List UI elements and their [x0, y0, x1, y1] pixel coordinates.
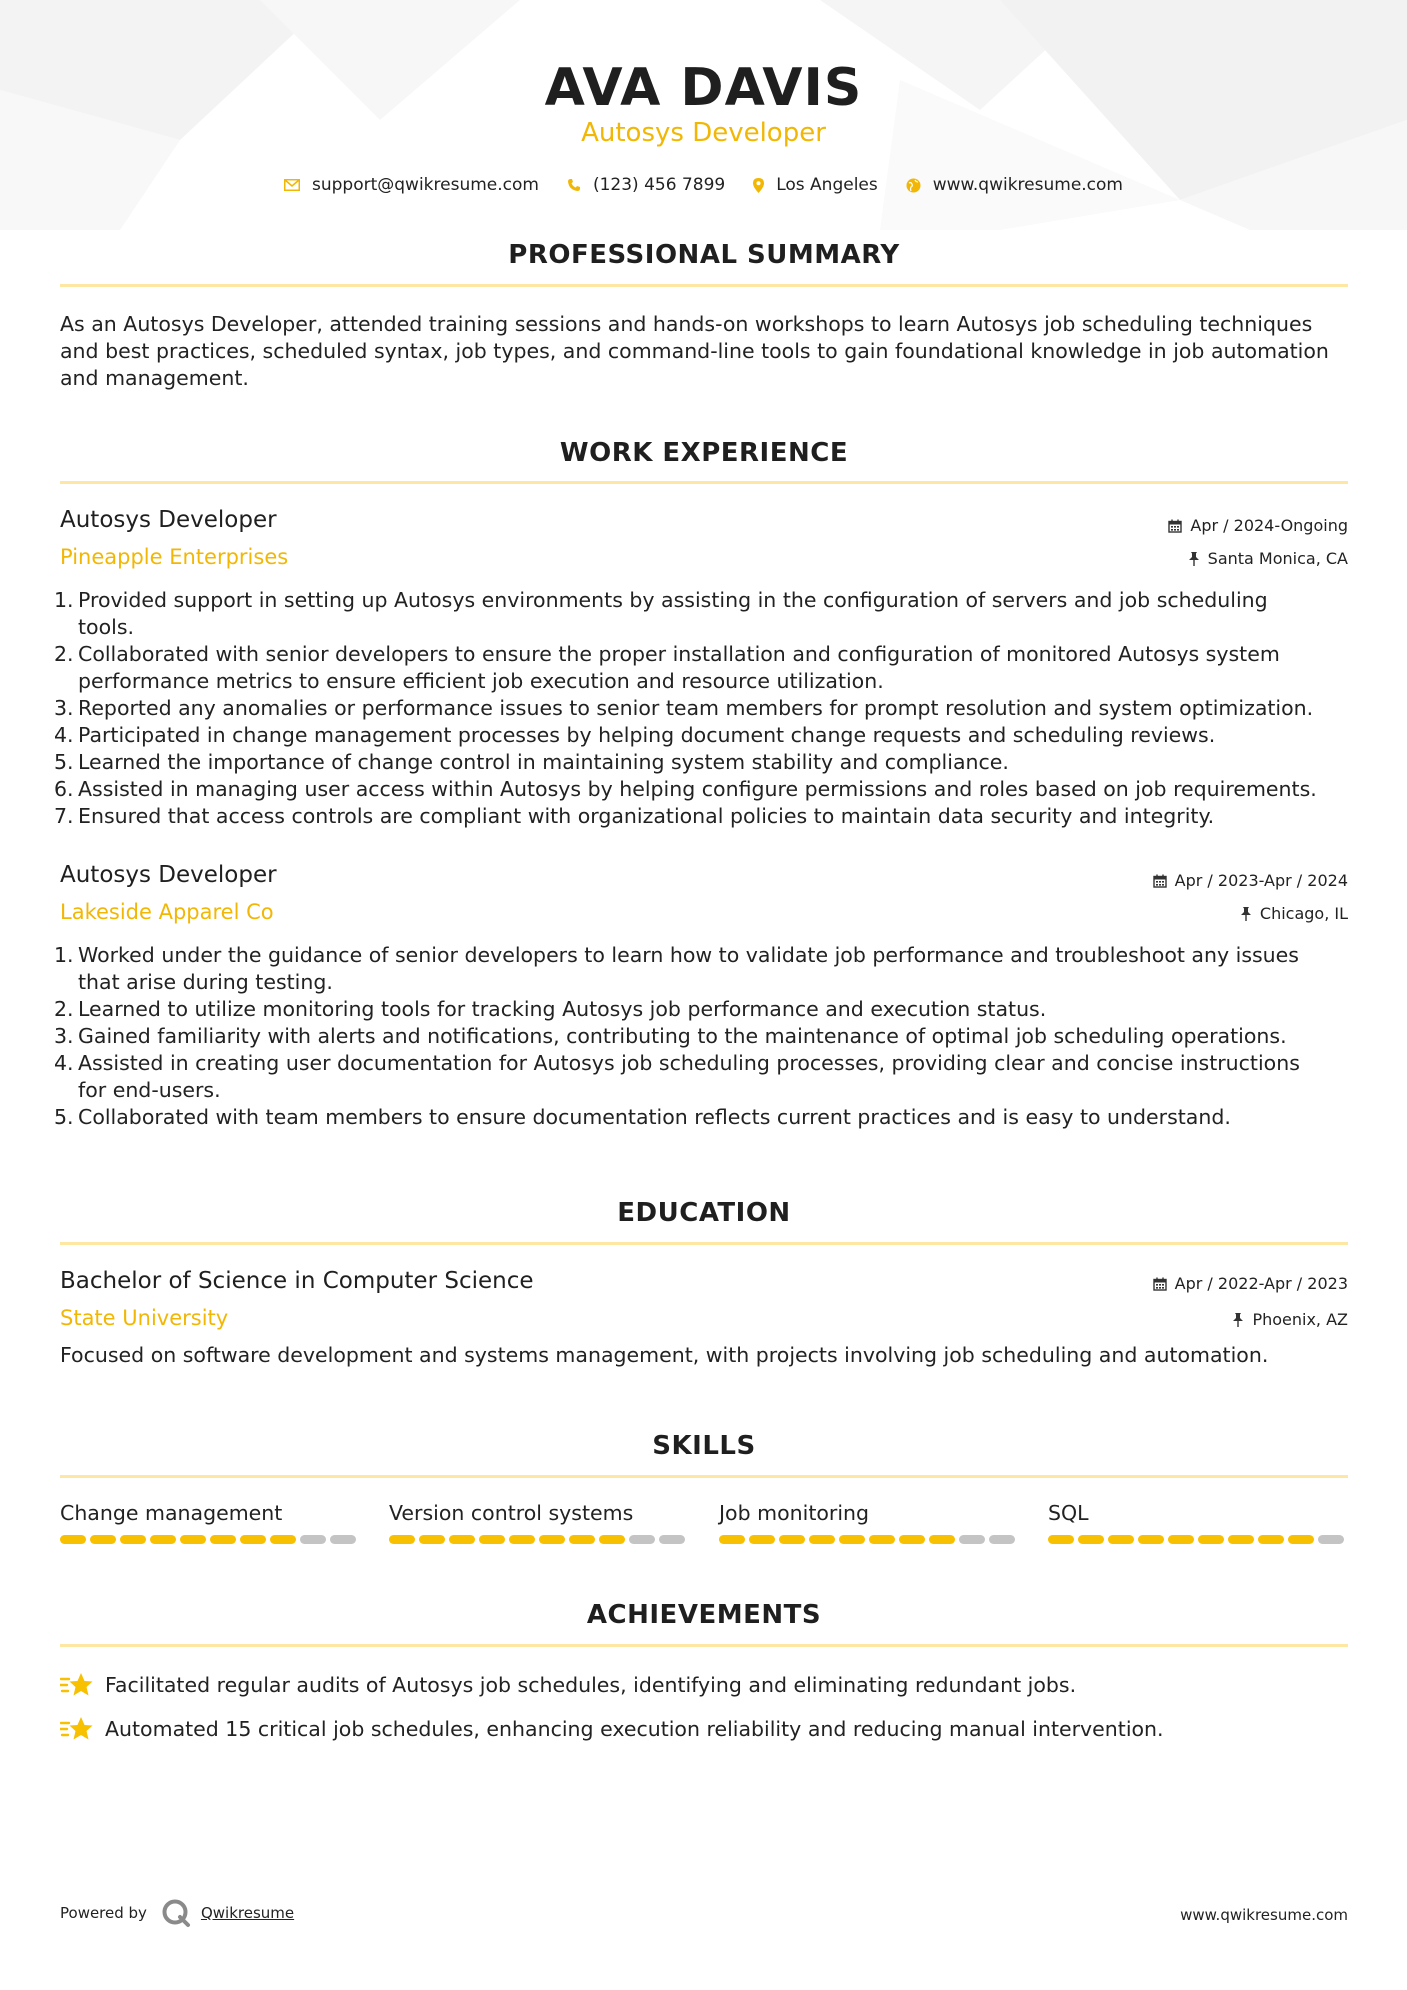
section-divider: [60, 1242, 1348, 1245]
skill-dot-filled: [389, 1535, 415, 1544]
list-item: 2. Learned to utilize monitoring tools for tracking Autosys job performance and execution status.: [54, 997, 1047, 1021]
skill-dot-empty: [300, 1535, 326, 1544]
job-title: Autosys Developer: [60, 507, 277, 533]
skill-dot-filled: [240, 1535, 266, 1544]
section-divider: [60, 284, 1348, 287]
skill-dot-filled: [1108, 1535, 1134, 1544]
contact-email[interactable]: [284, 175, 539, 195]
pushpin-icon: [1188, 552, 1200, 566]
skill-item: [719, 1501, 1021, 1544]
skill-level-bar: [60, 1535, 362, 1544]
footer-website[interactable]: www.qwikresume.com: [1180, 1906, 1348, 1924]
calendar-icon: [1153, 1277, 1167, 1291]
pushpin-icon: [1240, 907, 1252, 921]
skill-dot-empty: [959, 1535, 985, 1544]
skill-dot-filled: [449, 1535, 475, 1544]
skill-dot-filled: [869, 1535, 895, 1544]
job-dates: [1168, 516, 1348, 535]
skill-dot-filled: [539, 1535, 565, 1544]
globe-icon: [906, 178, 921, 193]
envelope-icon: [284, 179, 300, 191]
job-responsibilities: [54, 942, 1350, 1131]
school-name: State University: [60, 1306, 229, 1330]
skill-dot-filled: [270, 1535, 296, 1544]
contact-bar: [0, 172, 1407, 198]
job-location: [1240, 904, 1348, 923]
skills-heading: SKILLS: [652, 1431, 756, 1461]
experience-heading: WORK EXPERIENCE: [559, 438, 849, 468]
skill-dot-filled: [1258, 1535, 1284, 1544]
achievement-item: [60, 1715, 1164, 1743]
skill-dot-filled: [1228, 1535, 1254, 1544]
job-location-text: Chicago, IL: [1259, 904, 1348, 923]
skill-dot-filled: [1198, 1535, 1224, 1544]
achievement-item: [60, 1671, 1076, 1699]
contact-location: [753, 175, 878, 195]
skill-name: Version control systems: [389, 1501, 634, 1525]
skill-dot-filled: [569, 1535, 595, 1544]
job-responsibilities: [54, 587, 1350, 830]
skill-item: [1048, 1501, 1350, 1544]
skill-dot-filled: [210, 1535, 236, 1544]
section-divider: [60, 1644, 1348, 1647]
list-item: 4. Assisted in creating user documentation for Autosys job scheduling processes, providing clear and concise instructions for end-users.: [54, 1051, 1300, 1102]
section-divider: [60, 1475, 1348, 1478]
map-pin-icon: [753, 178, 764, 193]
company-name: Pineapple Enterprises: [60, 545, 289, 569]
skill-name: Change management: [60, 1501, 283, 1525]
list-item: 3. Reported any anomalies or performance issues to senior team members for prompt resolution and system optimization.: [54, 696, 1314, 720]
skill-dot-filled: [150, 1535, 176, 1544]
footer-powered-by: [60, 1898, 294, 1928]
contact-phone[interactable]: [567, 175, 725, 195]
education-location: [1232, 1310, 1348, 1329]
skill-dot-filled: [1168, 1535, 1194, 1544]
education-dates-text: Apr / 2022-Apr / 2023: [1174, 1274, 1348, 1293]
skill-level-bar: [1048, 1535, 1350, 1544]
star-icon: [60, 1671, 93, 1699]
skill-level-bar: [719, 1535, 1021, 1544]
skill-dot-filled: [599, 1535, 625, 1544]
degree-title: Bachelor of Science in Computer Science: [60, 1268, 534, 1294]
list-item: 6. Assisted in managing user access within Autosys by helping configure permissions and roles based on job requirements.: [54, 777, 1317, 801]
skill-dot-filled: [90, 1535, 116, 1544]
summary-heading: PROFESSIONAL SUMMARY: [508, 240, 900, 270]
skill-dot-filled: [419, 1535, 445, 1544]
education-description: Focused on software development and systems management, with projects involving job scheduling and automation.: [60, 1343, 1269, 1367]
job-location: [1188, 549, 1348, 568]
contact-website[interactable]: [906, 175, 1123, 195]
list-item: 7. Ensured that access controls are compliant with organizational policies to maintain data security and integrity.: [54, 804, 1215, 828]
skill-dot-filled: [779, 1535, 805, 1544]
powered-by-text: Powered by: [60, 1904, 147, 1922]
list-item: 5. Collaborated with team members to ensure documentation reflects current practices and is easy to understand.: [54, 1105, 1231, 1129]
skill-dot-filled: [809, 1535, 835, 1544]
list-item: 2. Collaborated with senior developers to ensure the proper installation and configuration of monitored Autosys system performance metrics to ensure efficient job execution and resource utilization.: [54, 642, 1280, 693]
calendar-icon: [1168, 519, 1182, 533]
contact-phone-text: (123) 456 7899: [592, 175, 726, 195]
list-item: 1. Worked under the guidance of senior developers to learn how to validate job performance and troubleshoot any issues that arise during testing.: [54, 943, 1299, 994]
skill-dot-filled: [509, 1535, 535, 1544]
skill-dot-filled: [719, 1535, 745, 1544]
candidate-title: Autosys Developer: [581, 118, 826, 148]
star-icon: [60, 1715, 93, 1743]
education-heading: EDUCATION: [617, 1198, 791, 1228]
calendar-icon: [1153, 874, 1167, 888]
list-item: 5. Learned the importance of change control in maintaining system stability and compliance.: [54, 750, 1009, 774]
skill-item: [389, 1501, 691, 1544]
skill-dot-filled: [1048, 1535, 1074, 1544]
skill-dot-empty: [629, 1535, 655, 1544]
job-dates-text: Apr / 2024-Ongoing: [1190, 516, 1348, 535]
list-item: 3. Gained familiarity with alerts and notifications, contributing to the maintenance of optimal job scheduling operations.: [54, 1024, 1287, 1048]
skill-dot-filled: [479, 1535, 505, 1544]
job-dates-text: Apr / 2023-Apr / 2024: [1174, 871, 1348, 890]
skill-dot-filled: [749, 1535, 775, 1544]
achievements-heading: ACHIEVEMENTS: [586, 1600, 822, 1630]
company-name: Lakeside Apparel Co: [60, 900, 274, 924]
phone-icon: [567, 178, 581, 192]
skill-dot-filled: [180, 1535, 206, 1544]
skill-dot-filled: [1138, 1535, 1164, 1544]
skill-dot-filled: [60, 1535, 86, 1544]
job-location-text: Santa Monica, CA: [1207, 549, 1348, 568]
candidate-name: AVA DAVIS: [544, 58, 863, 118]
contact-website-text: www.qwikresume.com: [932, 175, 1123, 195]
skill-dot-filled: [1078, 1535, 1104, 1544]
summary-text: As an Autosys Developer, attended training sessions and hands-on workshops to learn Autosys job scheduling techniques and best practices, scheduled syntax, job types, and command-line tools to gain foundational knowledge in job automation and management.: [60, 312, 1329, 390]
qwikresume-logo-icon: [161, 1898, 191, 1928]
skill-name: Job monitoring: [719, 1501, 870, 1525]
contact-email-text: support@qwikresume.com: [312, 175, 539, 195]
skill-dot-empty: [659, 1535, 685, 1544]
job-title: Autosys Developer: [60, 862, 277, 888]
qwikresume-link[interactable]: Qwikresume: [200, 1904, 295, 1922]
skill-level-bar: [389, 1535, 691, 1544]
skill-dot-empty: [330, 1535, 356, 1544]
skill-dot-filled: [1288, 1535, 1314, 1544]
skill-dot-filled: [929, 1535, 955, 1544]
achievement-text: Automated 15 critical job schedules, enhancing execution reliability and reducing manual intervention.: [105, 1717, 1164, 1741]
job-dates: [1153, 871, 1348, 890]
achievement-text: Facilitated regular audits of Autosys job schedules, identifying and eliminating redundant jobs.: [105, 1673, 1077, 1697]
skill-dot-empty: [989, 1535, 1015, 1544]
skill-dot-filled: [899, 1535, 925, 1544]
skill-dot-filled: [839, 1535, 865, 1544]
skill-item: [60, 1501, 362, 1544]
skill-dot-empty: [1318, 1535, 1344, 1544]
section-divider: [60, 481, 1348, 484]
education-dates: [1153, 1274, 1348, 1293]
skill-name: SQL: [1048, 1501, 1089, 1525]
contact-location-text: Los Angeles: [776, 175, 878, 195]
pushpin-icon: [1232, 1313, 1244, 1327]
education-location-text: Phoenix, AZ: [1252, 1310, 1348, 1329]
list-item: 4. Participated in change management processes by helping document change requests and scheduling reviews.: [54, 723, 1216, 747]
skill-dot-filled: [120, 1535, 146, 1544]
list-item: 1. Provided support in setting up Autosys environments by assisting in the configuration of servers and job scheduling tools.: [54, 588, 1268, 639]
